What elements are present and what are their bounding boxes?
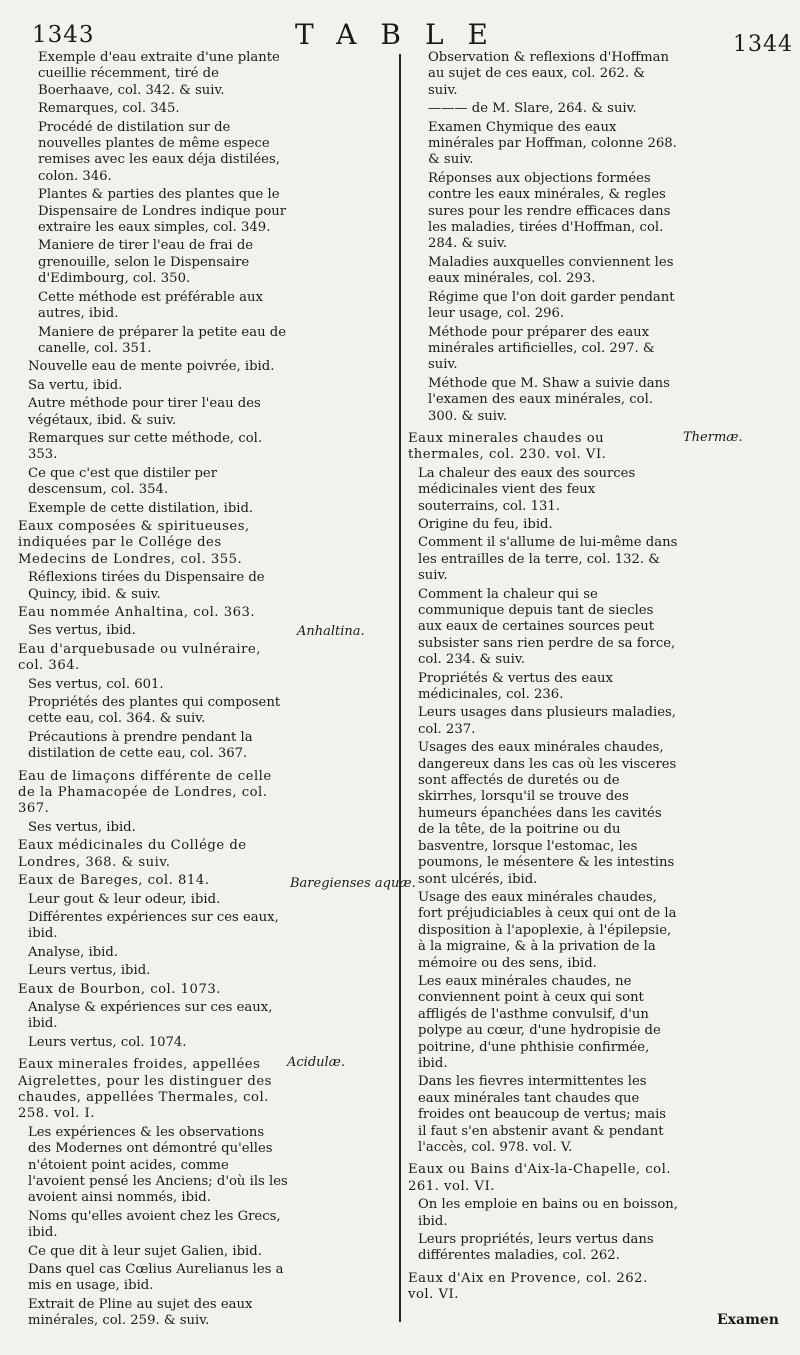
index-entry: Usage des eaux minérales chaudes, fort préjudiciables à ceux qui ont de la disposition à l'apoplexie, à l'épilepsie, à la migraine, & à la privation de la mémoire ou des sens, ibid. xyxy=(418,889,677,971)
index-entry: Remarques, col. 345. xyxy=(38,101,180,117)
column-divider xyxy=(399,54,401,1322)
index-entry: Ce que c'est que distiler per descensum, col. 354. xyxy=(28,465,218,498)
index-entry: Leurs usages dans plusieurs maladies, col. 237. xyxy=(418,705,676,737)
index-entry: Remarques sur cette méthode, col. 353. xyxy=(28,430,263,463)
index-entry: Ses vertus, ibid. xyxy=(28,819,136,835)
right-column xyxy=(408,50,678,1304)
index-entry: Méthode que M. Shaw a suivie dans l'examen des eaux minérales, col. 300. & suiv. xyxy=(428,375,670,424)
index-heading: Eaux ou Bains d'Aix-la-Chapelle, col. 261. vol. VI. xyxy=(408,1162,672,1194)
index-heading: Eaux de Bourbon, col. 1073. xyxy=(18,981,221,997)
index-entry: Réponses aux objections formées contre les eaux minérales, & regles sures pour les rendre efficaces dans les maladies, tirées d'Hoffman, col. 284. & suiv. xyxy=(428,170,671,252)
index-heading: Eaux de Bareges, col. 814. xyxy=(18,873,210,889)
margin-note-baregienses: Baregienses aquæ. xyxy=(290,876,416,891)
index-entry: Régime que l'on doit garder pendant leur usage, col. 296. xyxy=(428,289,675,322)
index-entry: Plantes & parties des plantes que le Dispensaire de Londres indique pour extraire les eaux simples, col. 349. xyxy=(38,187,287,236)
margin-note-anhaltina: Anhaltina. xyxy=(297,624,365,639)
index-entry: Réflexions tirées du Dispensaire de Quincy, ibid. & suiv. xyxy=(28,570,265,602)
index-entry: Différentes expériences sur ces eaux, ibid. xyxy=(28,909,279,942)
index-entry: Ses vertus, ibid. xyxy=(28,623,136,639)
index-entry: Leurs propriétés, leurs vertus dans différentes maladies, col. 262. xyxy=(418,1232,654,1264)
index-entry: Propriétés & vertus des eaux médicinales, col. 236. xyxy=(418,670,613,703)
index-entry: Maniere de préparer la petite eau de canelle, col. 351. xyxy=(38,324,287,356)
index-entry: La chaleur des eaux des sources médicinales vient des feux souterrains, col. 131. xyxy=(418,465,636,514)
index-entry: Ses vertus, col. 601. xyxy=(28,676,164,692)
index-heading: Eau de limaçons différente de celle de la Phamacopée de Londres, col. 367. xyxy=(18,768,272,817)
index-entry: Cette méthode est préférable aux autres, ibid. xyxy=(38,289,263,322)
index-entry: Analyse, ibid. xyxy=(28,944,119,960)
index-entry: Exemple d'eau extraite d'une plante cueillie récemment, tiré de Boerhaave, col. 342. & suiv. xyxy=(38,50,280,98)
index-entry: Leur gout & leur odeur, ibid. xyxy=(28,891,221,907)
index-heading: Eau d'arquebusade ou vulnéraire, col. 364. xyxy=(18,641,261,674)
index-entry: ——— de M. Slare, 264. & suiv. xyxy=(428,101,637,117)
margin-note-thermae: Thermæ. xyxy=(683,430,743,445)
index-entry: Les expériences & les observations des Modernes ont démontré qu'elles n'étoient point acides, comme l'avoient pensé les Anciens; d'où ils les avoient ainsi nommés, ibid. xyxy=(28,1124,288,1206)
index-entry: Leurs vertus, col. 1074. xyxy=(28,1034,187,1050)
index-entry: Précautions à prendre pendant la distilation de cette eau, col. 367. xyxy=(28,729,253,762)
index-entry: Analyse & expériences sur ces eaux, ibid. xyxy=(28,999,273,1032)
index-heading: Eaux d'Aix en Provence, col. 262. vol. VI. xyxy=(408,1270,648,1303)
index-entry: Origine du feu, ibid. xyxy=(418,516,553,532)
index-heading: Eau nommée Anhaltina, col. 363. xyxy=(18,605,256,620)
index-heading: Eaux composées & spiritueuses, indiquées par le Collége des Medecins de Londres, col. 355. xyxy=(18,518,250,567)
index-heading: Eaux minerales chaudes ou thermales, col. 230. vol. VI. xyxy=(408,430,607,463)
page-number-right: 1344 xyxy=(733,32,793,57)
index-entry: Sa vertu, ibid. xyxy=(28,377,123,393)
index-entry: Extrait de Pline au sujet des eaux minérales, col. 259. & suiv. xyxy=(28,1296,253,1329)
page-number-left: 1343 xyxy=(32,22,95,48)
index-entry: Les eaux minérales chaudes, ne conviennent point à ceux qui sont affligés de l'asthme convulsif, d'un polype au cœur, d'une hydropisie de poitrine, d'une phthisie confirmée, ibid. xyxy=(418,973,661,1071)
index-entry: Autre méthode pour tirer l'eau des végétaux, ibid. & suiv. xyxy=(28,396,261,428)
index-entry: Observation & reflexions d'Hoffman au sujet de ces eaux, col. 262. & suiv. xyxy=(428,50,670,98)
index-entry: Usages des eaux minérales chaudes, dangereux dans les cas où les visceres sont affectés de duretés ou de skirrhes, lorsqu'il se trouve des humeurs épanchées dans les cavités de la tête, de la poitrine ou du basventre, lorsque l'estomac, les poumons, le mésentere & les intestins sont ulcérés, ibid. xyxy=(418,740,677,887)
index-entry: Comment il s'allume de lui-même dans les entrailles de la terre, col. 132. & suiv. xyxy=(418,535,678,584)
index-entry: Ce que dit à leur sujet Galien, ibid. xyxy=(28,1243,262,1259)
index-entry: On les emploie en bains ou en boisson, ibid. xyxy=(418,1197,678,1229)
left-column xyxy=(18,50,288,1330)
index-entry: Nouvelle eau de mente poivrée, ibid. xyxy=(28,359,275,375)
index-entry: Leurs vertus, ibid. xyxy=(28,963,151,979)
index-entry: Maladies auxquelles conviennent les eaux minérales, col. 293. xyxy=(428,254,674,287)
index-entry: Dans les fievres intermittentes les eaux minérales tant chaudes que froides ont beaucoup de vertus; mais il faut s'en abstenir avant & pendant l'accès, col. 978. vol. V. xyxy=(418,1074,667,1155)
index-entry: Propriétés des plantes qui composent cette eau, col. 364. & suiv. xyxy=(28,695,281,727)
index-heading: Eaux médicinales du Collége de Londres, 368. & suiv. xyxy=(18,838,247,870)
index-entry: Examen Chymique des eaux minérales par Hoffman, colonne 268. & suiv. xyxy=(428,119,677,168)
index-heading: Eaux minerales froides, appellées Aigrelettes, pour les distinguer des chaudes, appellées Thermales, col. 258. vol. I. xyxy=(18,1057,272,1122)
index-entry: Maniere de tirer l'eau de frai de grenouille, selon le Dispensaire d'Edimbourg, col. 350. xyxy=(38,238,254,287)
margin-note-acidulae: Acidulæ. xyxy=(287,1055,346,1070)
index-entry: Méthode pour préparer des eaux minérales artificielles, col. 297. & suiv. xyxy=(428,324,655,373)
index-entry: Procédé de distilation sur de nouvelles plantes de même espece remises avec les eaux déja distilées, colon. 346. xyxy=(38,119,280,184)
index-entry: Comment la chaleur qui se communique depuis tant de siecles aux eaux de certaines sources peut subsister sans rien perdre de sa force, col. 234. & suiv. xyxy=(418,586,676,668)
catchword: Examen xyxy=(717,1312,779,1328)
running-title: TABLE xyxy=(295,18,512,51)
index-entry: Dans quel cas Cœlius Aurelianus les a mis en usage, ibid. xyxy=(28,1262,284,1294)
index-entry: Noms qu'elles avoient chez les Grecs, ibid. xyxy=(28,1208,281,1241)
index-entry: Exemple de cette distilation, ibid. xyxy=(28,500,254,516)
